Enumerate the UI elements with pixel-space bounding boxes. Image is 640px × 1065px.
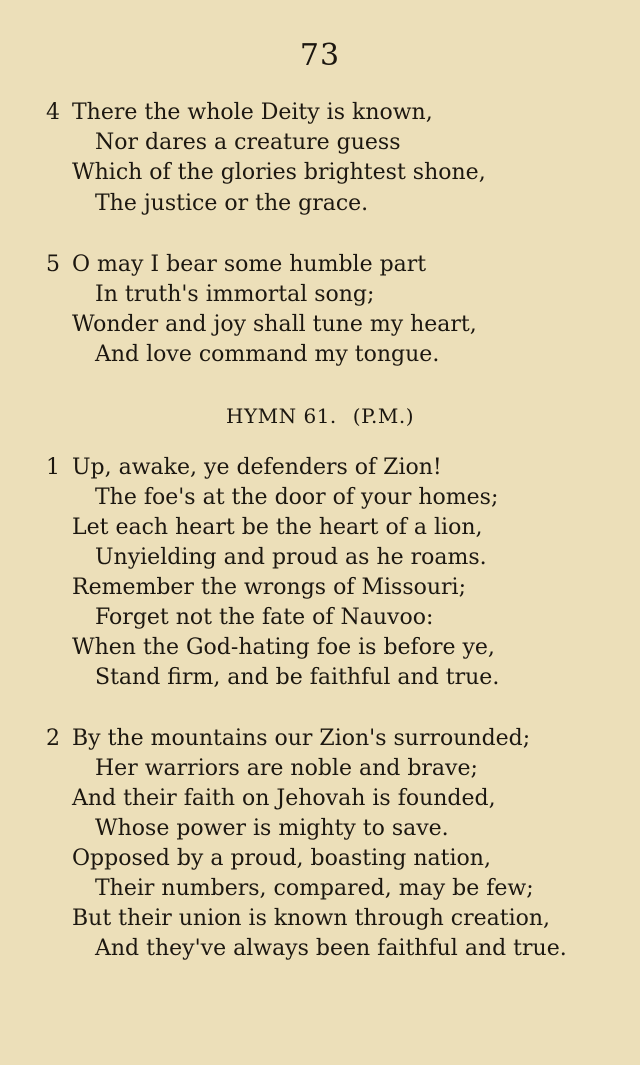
hymn-title — [0, 404, 640, 428]
verse-line: Wonder and joy shall tune my heart, — [72, 312, 477, 337]
verse-line: O may I bear some humble part — [72, 252, 427, 277]
verse-line: Which of the glories brightest shone, — [72, 160, 486, 185]
verse-line: By the mountains our Zion's surrounded; — [72, 726, 531, 751]
verse-line: Stand firm, and be faithful and true. — [95, 665, 500, 690]
verse-line: And their faith on Jehovah is founded, — [72, 786, 496, 811]
stanza-number: 4 — [46, 100, 60, 125]
verse-line: Whose power is mighty to save. — [95, 816, 449, 841]
hymn-meter: (P.M.) — [352, 404, 414, 428]
verse-line: When the God-hating foe is before ye, — [72, 635, 495, 660]
verse-line: Her warriors are noble and brave; — [95, 756, 478, 781]
stanza-number: 1 — [46, 455, 60, 480]
stanza-number: 5 — [46, 252, 60, 277]
verse-line: Their numbers, compared, may be few; — [95, 876, 534, 901]
page-number: 73 — [299, 38, 341, 73]
verse-line: Forget not the fate of Nauvoo: — [95, 605, 434, 630]
verse-line: Unyielding and proud as he roams. — [95, 545, 487, 570]
verse-line: The justice or the grace. — [95, 191, 369, 216]
verse-line: But their union is known through creation, — [72, 906, 551, 931]
verse-line: There the whole Deity is known, — [72, 100, 433, 125]
hymn-number: HYMN 61. — [226, 404, 337, 428]
verse-line: Remember the wrongs of Missouri; — [72, 575, 466, 600]
verse-line: Opposed by a proud, boasting nation, — [72, 846, 491, 871]
stanza-number: 2 — [46, 726, 60, 751]
verse-line: In truth's immortal song; — [95, 282, 375, 307]
verse-line: And they've always been faithful and true. — [95, 936, 567, 961]
verse-line: Up, awake, ye defenders of Zion! — [72, 455, 442, 480]
verse-line: The foe's at the door of your homes; — [95, 485, 499, 510]
verse-line: Nor dares a creature guess — [95, 130, 401, 155]
verse-line: And love command my tongue. — [95, 342, 440, 367]
verse-line: Let each heart be the heart of a lion, — [72, 515, 483, 540]
